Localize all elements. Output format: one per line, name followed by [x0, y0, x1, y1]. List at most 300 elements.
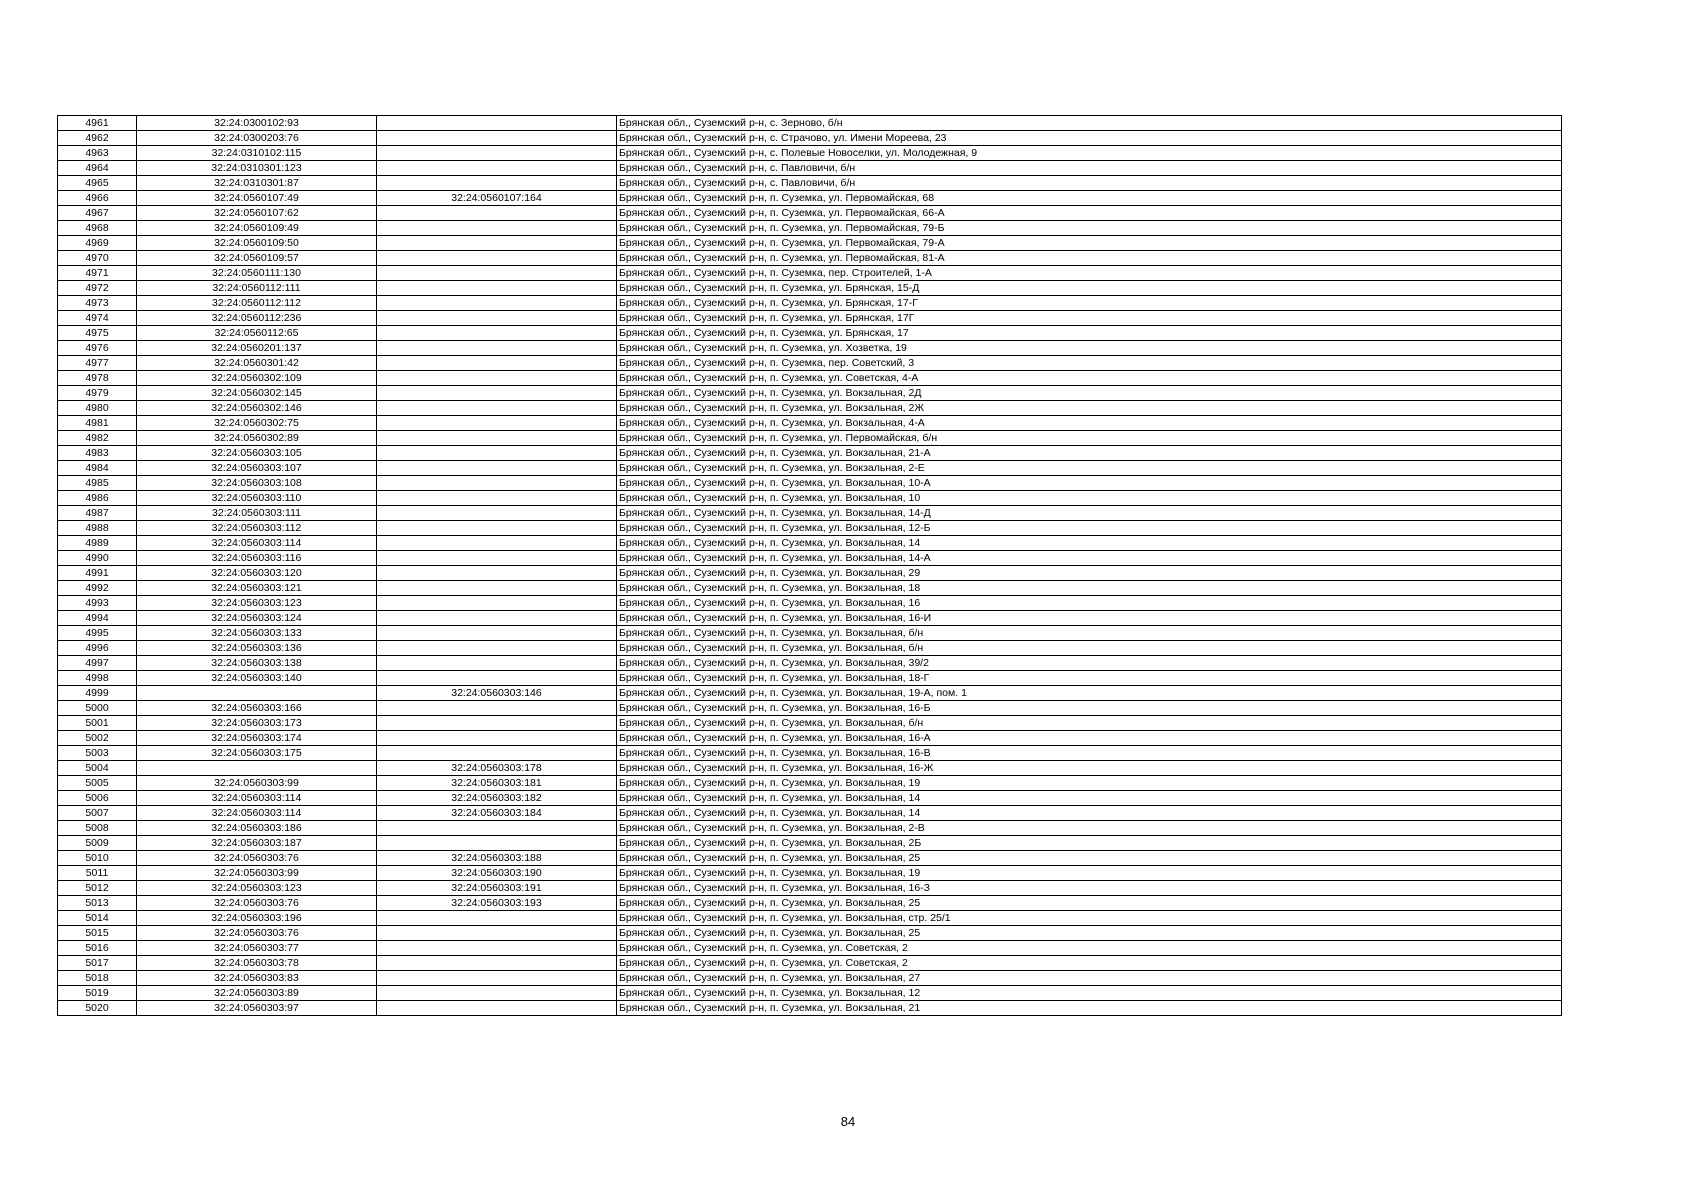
object-number-cell: 32:24:0560303:178 [377, 761, 617, 776]
object-number-cell [377, 206, 617, 221]
table-row [58, 506, 1562, 521]
row-number-cell: 5001 [58, 716, 137, 731]
address-cell: Брянская обл., Суземский р-н, п. Суземка, ул. Первомайская, 81-А [617, 251, 1562, 266]
row-number-cell: 4996 [58, 641, 137, 656]
table-row [58, 386, 1562, 401]
cadastral-number-cell: 32:24:0560303:77 [137, 941, 377, 956]
cadastral-number-cell: 32:24:0560303:120 [137, 566, 377, 581]
table-row [58, 686, 1562, 701]
cadastral-number-cell: 32:24:0560302:109 [137, 371, 377, 386]
row-number-cell: 5005 [58, 776, 137, 791]
table-row [58, 521, 1562, 536]
object-number-cell [377, 971, 617, 986]
object-number-cell: 32:24:0560303:193 [377, 896, 617, 911]
row-number-cell: 4975 [58, 326, 137, 341]
table-row [58, 971, 1562, 986]
row-number-cell: 4985 [58, 476, 137, 491]
object-number-cell [377, 446, 617, 461]
object-number-cell [377, 701, 617, 716]
address-cell: Брянская обл., Суземский р-н, п. Суземка, ул. Вокзальная, 14-А [617, 551, 1562, 566]
object-number-cell [377, 671, 617, 686]
address-cell: Брянская обл., Суземский р-н, п. Суземка, ул. Вокзальная, 2-Е [617, 461, 1562, 476]
address-cell: Брянская обл., Суземский р-н, п. Суземка, ул. Вокзальная, 12-Б [617, 521, 1562, 536]
cadastral-number-cell: 32:24:0560111:130 [137, 266, 377, 281]
row-number-cell: 4995 [58, 626, 137, 641]
address-cell: Брянская обл., Суземский р-н, п. Суземка, ул. Вокзальная, 10-А [617, 476, 1562, 491]
cadastral-number-cell: 32:24:0560303:110 [137, 491, 377, 506]
table-row [58, 881, 1562, 896]
table-row [58, 746, 1562, 761]
object-number-cell [377, 941, 617, 956]
table-row [58, 161, 1562, 176]
address-cell: Брянская обл., Суземский р-н, п. Суземка, ул. Вокзальная, 39/2 [617, 656, 1562, 671]
object-number-cell: 32:24:0560303:190 [377, 866, 617, 881]
row-number-cell: 4962 [58, 131, 137, 146]
address-cell: Брянская обл., Суземский р-н, п. Суземка, ул. Вокзальная, 16-А [617, 731, 1562, 746]
table-row [58, 251, 1562, 266]
address-cell: Брянская обл., Суземский р-н, п. Суземка, ул. Первомайская, б/н [617, 431, 1562, 446]
object-number-cell [377, 611, 617, 626]
cadastral-number-cell: 32:24:0560303:140 [137, 671, 377, 686]
table-row [58, 131, 1562, 146]
object-number-cell [377, 146, 617, 161]
table-row [58, 116, 1562, 131]
address-cell: Брянская обл., Суземский р-н, п. Суземка, ул. Вокзальная, 16-И [617, 611, 1562, 626]
object-number-cell [377, 746, 617, 761]
cadastral-number-cell [137, 686, 377, 701]
row-number-cell: 4999 [58, 686, 137, 701]
row-number-cell: 4981 [58, 416, 137, 431]
table-row [58, 896, 1562, 911]
object-number-cell [377, 1001, 617, 1016]
cadastral-number-cell: 32:24:0310301:87 [137, 176, 377, 191]
object-number-cell [377, 551, 617, 566]
address-cell: Брянская обл., Суземский р-н, п. Суземка, ул. Вокзальная, стр. 25/1 [617, 911, 1562, 926]
cadastral-number-cell: 32:24:0560302:89 [137, 431, 377, 446]
table-row [58, 566, 1562, 581]
address-cell: Брянская обл., Суземский р-н, п. Суземка, ул. Первомайская, 79-Б [617, 221, 1562, 236]
table-row [58, 326, 1562, 341]
address-cell: Брянская обл., Суземский р-н, п. Суземка, ул. Вокзальная, б/н [617, 626, 1562, 641]
table-row [58, 596, 1562, 611]
table-row [58, 266, 1562, 281]
row-number-cell: 4967 [58, 206, 137, 221]
object-number-cell [377, 476, 617, 491]
object-number-cell [377, 266, 617, 281]
table-row [58, 761, 1562, 776]
cadastral-number-cell: 32:24:0560302:145 [137, 386, 377, 401]
row-number-cell: 4991 [58, 566, 137, 581]
cadastral-number-cell: 32:24:0560303:107 [137, 461, 377, 476]
table-row [58, 551, 1562, 566]
address-cell: Брянская обл., Суземский р-н, п. Суземка, ул. Вокзальная, 29 [617, 566, 1562, 581]
address-cell: Брянская обл., Суземский р-н, п. Суземка, ул. Вокзальная, 16-З [617, 881, 1562, 896]
address-cell: Брянская обл., Суземский р-н, п. Суземка, ул. Брянская, 17-Г [617, 296, 1562, 311]
table-row [58, 701, 1562, 716]
address-cell: Брянская обл., Суземский р-н, п. Суземка, ул. Вокзальная, 12 [617, 986, 1562, 1001]
object-number-cell [377, 641, 617, 656]
object-number-cell: 32:24:0560107:164 [377, 191, 617, 206]
row-number-cell: 4973 [58, 296, 137, 311]
object-number-cell [377, 281, 617, 296]
table-row [58, 401, 1562, 416]
row-number-cell: 4987 [58, 506, 137, 521]
object-number-cell [377, 221, 617, 236]
cadastral-number-cell: 32:24:0560109:49 [137, 221, 377, 236]
table-row [58, 146, 1562, 161]
address-cell: Брянская обл., Суземский р-н, с. Полевые Новоселки, ул. Молодежная, 9 [617, 146, 1562, 161]
row-number-cell: 5011 [58, 866, 137, 881]
row-number-cell: 4980 [58, 401, 137, 416]
cadastral-number-cell: 32:24:0560303:108 [137, 476, 377, 491]
row-number-cell: 5000 [58, 701, 137, 716]
table-row [58, 1001, 1562, 1016]
row-number-cell: 4997 [58, 656, 137, 671]
table-row [58, 206, 1562, 221]
table-row [58, 656, 1562, 671]
cadastral-number-cell: 32:24:0560112:236 [137, 311, 377, 326]
table-row [58, 341, 1562, 356]
table-row [58, 236, 1562, 251]
row-number-cell: 5019 [58, 986, 137, 1001]
cadastral-number-cell: 32:24:0560303:123 [137, 596, 377, 611]
row-number-cell: 4968 [58, 221, 137, 236]
cadastral-number-cell: 32:24:0560303:105 [137, 446, 377, 461]
cadastral-number-cell: 32:24:0560303:76 [137, 896, 377, 911]
object-number-cell [377, 386, 617, 401]
object-number-cell: 32:24:0560303:181 [377, 776, 617, 791]
address-cell: Брянская обл., Суземский р-н, п. Суземка, ул. Первомайская, 79-А [617, 236, 1562, 251]
address-cell: Брянская обл., Суземский р-н, п. Суземка, ул. Вокзальная, 25 [617, 896, 1562, 911]
row-number-cell: 5020 [58, 1001, 137, 1016]
table-row [58, 191, 1562, 206]
object-number-cell [377, 461, 617, 476]
cadastral-number-cell: 32:24:0560303:99 [137, 866, 377, 881]
address-cell: Брянская обл., Суземский р-н, п. Суземка, ул. Советская, 4-А [617, 371, 1562, 386]
row-number-cell: 4974 [58, 311, 137, 326]
row-number-cell: 5009 [58, 836, 137, 851]
cadastral-number-cell: 32:24:0560303:136 [137, 641, 377, 656]
cadastral-number-cell: 32:24:0560303:196 [137, 911, 377, 926]
row-number-cell: 4966 [58, 191, 137, 206]
address-cell: Брянская обл., Суземский р-н, с. Павловичи, б/н [617, 161, 1562, 176]
row-number-cell: 4969 [58, 236, 137, 251]
row-number-cell: 4978 [58, 371, 137, 386]
cadastral-number-cell [137, 761, 377, 776]
object-number-cell [377, 296, 617, 311]
table-row [58, 716, 1562, 731]
cadastral-number-cell: 32:24:0560303:76 [137, 926, 377, 941]
address-cell: Брянская обл., Суземский р-н, п. Суземка, ул. Вокзальная, 2Б [617, 836, 1562, 851]
object-number-cell: 32:24:0560303:184 [377, 806, 617, 821]
address-cell: Брянская обл., Суземский р-н, п. Суземка, ул. Вокзальная, 19 [617, 776, 1562, 791]
table-row [58, 836, 1562, 851]
row-number-cell: 5007 [58, 806, 137, 821]
row-number-cell: 4983 [58, 446, 137, 461]
cadastral-number-cell: 32:24:0300102:93 [137, 116, 377, 131]
cadastral-number-cell: 32:24:0560302:146 [137, 401, 377, 416]
row-number-cell: 5008 [58, 821, 137, 836]
cadastral-number-cell: 32:24:0560303:83 [137, 971, 377, 986]
cadastral-number-cell: 32:24:0560301:42 [137, 356, 377, 371]
address-cell: Брянская обл., Суземский р-н, п. Суземка, ул. Вокзальная, 19-А, пом. 1 [617, 686, 1562, 701]
cadastral-number-cell: 32:24:0560303:97 [137, 1001, 377, 1016]
object-number-cell [377, 356, 617, 371]
cadastral-number-cell: 32:24:0560303:99 [137, 776, 377, 791]
address-cell: Брянская обл., Суземский р-н, п. Суземка, ул. Вокзальная, 19 [617, 866, 1562, 881]
row-number-cell: 4988 [58, 521, 137, 536]
cadastral-number-cell: 32:24:0560303:173 [137, 716, 377, 731]
row-number-cell: 4961 [58, 116, 137, 131]
object-number-cell [377, 491, 617, 506]
table-body [58, 116, 1562, 1016]
table-row [58, 416, 1562, 431]
cadastral-number-cell: 32:24:0560303:187 [137, 836, 377, 851]
address-cell: Брянская обл., Суземский р-н, п. Суземка, ул. Вокзальная, 14-Д [617, 506, 1562, 521]
address-cell: Брянская обл., Суземский р-н, п. Суземка, ул. Вокзальная, 16 [617, 596, 1562, 611]
object-number-cell [377, 251, 617, 266]
address-cell: Брянская обл., Суземский р-н, с. Страчово, ул. Имени Мореева, 23 [617, 131, 1562, 146]
cadastral-number-cell: 32:24:0560112:65 [137, 326, 377, 341]
address-cell: Брянская обл., Суземский р-н, п. Суземка, ул. Советская, 2 [617, 956, 1562, 971]
object-number-cell [377, 716, 617, 731]
row-number-cell: 4963 [58, 146, 137, 161]
cadastral-number-cell: 32:24:0560107:49 [137, 191, 377, 206]
cadastral-number-cell: 32:24:0560303:138 [137, 656, 377, 671]
address-cell: Брянская обл., Суземский р-н, п. Суземка, пер. Строителей, 1-А [617, 266, 1562, 281]
address-cell: Брянская обл., Суземский р-н, п. Суземка, ул. Хозветка, 19 [617, 341, 1562, 356]
object-number-cell [377, 626, 617, 641]
object-number-cell: 32:24:0560303:146 [377, 686, 617, 701]
address-cell: Брянская обл., Суземский р-н, п. Суземка, ул. Советская, 2 [617, 941, 1562, 956]
address-cell: Брянская обл., Суземский р-н, п. Суземка, ул. Вокзальная, 2Ж [617, 401, 1562, 416]
object-number-cell [377, 836, 617, 851]
object-number-cell [377, 731, 617, 746]
row-number-cell: 5006 [58, 791, 137, 806]
address-cell: Брянская обл., Суземский р-н, п. Суземка, ул. Вокзальная, 16-В [617, 746, 1562, 761]
table-row [58, 956, 1562, 971]
object-number-cell [377, 596, 617, 611]
cadastral-number-cell: 32:24:0560303:116 [137, 551, 377, 566]
object-number-cell [377, 161, 617, 176]
row-number-cell: 5002 [58, 731, 137, 746]
object-number-cell [377, 371, 617, 386]
table-row [58, 626, 1562, 641]
table-row [58, 536, 1562, 551]
cadastral-number-cell: 32:24:0560303:76 [137, 851, 377, 866]
row-number-cell: 5018 [58, 971, 137, 986]
object-number-cell [377, 416, 617, 431]
cadastral-number-cell: 32:24:0560109:57 [137, 251, 377, 266]
row-number-cell: 5017 [58, 956, 137, 971]
address-cell: Брянская обл., Суземский р-н, п. Суземка, ул. Вокзальная, 14 [617, 806, 1562, 821]
cadastral-number-cell: 32:24:0560303:133 [137, 626, 377, 641]
object-number-cell [377, 236, 617, 251]
object-number-cell [377, 926, 617, 941]
address-cell: Брянская обл., Суземский р-н, п. Суземка, ул. Вокзальная, 10 [617, 491, 1562, 506]
address-cell: Брянская обл., Суземский р-н, п. Суземка, ул. Брянская, 17 [617, 326, 1562, 341]
object-number-cell [377, 326, 617, 341]
table-row [58, 476, 1562, 491]
address-cell: Брянская обл., Суземский р-н, п. Суземка, ул. Вокзальная, 18-Г [617, 671, 1562, 686]
table-row [58, 491, 1562, 506]
table-row [58, 221, 1562, 236]
cadastral-number-cell: 32:24:0300203:76 [137, 131, 377, 146]
row-number-cell: 5013 [58, 896, 137, 911]
address-cell: Брянская обл., Суземский р-н, п. Суземка, ул. Вокзальная, 27 [617, 971, 1562, 986]
cadastral-number-cell: 32:24:0560303:121 [137, 581, 377, 596]
object-number-cell [377, 521, 617, 536]
object-number-cell [377, 536, 617, 551]
row-number-cell: 4993 [58, 596, 137, 611]
row-number-cell: 4970 [58, 251, 137, 266]
address-cell: Брянская обл., Суземский р-н, п. Суземка, ул. Первомайская, 66-А [617, 206, 1562, 221]
row-number-cell: 4972 [58, 281, 137, 296]
cadastral-number-cell: 32:24:0560107:62 [137, 206, 377, 221]
row-number-cell: 4984 [58, 461, 137, 476]
table-row [58, 821, 1562, 836]
cadastral-number-cell: 32:24:0560303:175 [137, 746, 377, 761]
address-cell: Брянская обл., Суземский р-н, п. Суземка, ул. Вокзальная, 25 [617, 851, 1562, 866]
row-number-cell: 5014 [58, 911, 137, 926]
address-cell: Брянская обл., Суземский р-н, п. Суземка, ул. Вокзальная, б/н [617, 716, 1562, 731]
address-cell: Брянская обл., Суземский р-н, п. Суземка, ул. Вокзальная, б/н [617, 641, 1562, 656]
address-cell: Брянская обл., Суземский р-н, п. Суземка, пер. Советский, 3 [617, 356, 1562, 371]
cadastral-number-cell: 32:24:0560303:174 [137, 731, 377, 746]
object-number-cell [377, 401, 617, 416]
object-number-cell [377, 566, 617, 581]
cadastral-number-cell: 32:24:0310301:123 [137, 161, 377, 176]
cadastral-number-cell: 32:24:0560303:89 [137, 986, 377, 1001]
object-number-cell [377, 656, 617, 671]
row-number-cell: 4998 [58, 671, 137, 686]
address-cell: Брянская обл., Суземский р-н, с. Зерново, б/н [617, 116, 1562, 131]
object-number-cell: 32:24:0560303:182 [377, 791, 617, 806]
cadastral-number-cell: 32:24:0560303:186 [137, 821, 377, 836]
table-row [58, 296, 1562, 311]
row-number-cell: 4986 [58, 491, 137, 506]
property-table [57, 115, 1562, 1016]
cadastral-number-cell: 32:24:0560303:124 [137, 611, 377, 626]
object-number-cell [377, 176, 617, 191]
row-number-cell: 5016 [58, 941, 137, 956]
object-number-cell [377, 431, 617, 446]
address-cell: Брянская обл., Суземский р-н, п. Суземка, ул. Вокзальная, 2Д [617, 386, 1562, 401]
cadastral-number-cell: 32:24:0560112:112 [137, 296, 377, 311]
table-row [58, 356, 1562, 371]
object-number-cell [377, 131, 617, 146]
table-row [58, 581, 1562, 596]
address-cell: Брянская обл., Суземский р-н, с. Павловичи, б/н [617, 176, 1562, 191]
table-row [58, 791, 1562, 806]
row-number-cell: 4965 [58, 176, 137, 191]
row-number-cell: 4979 [58, 386, 137, 401]
table-row [58, 926, 1562, 941]
table-row [58, 281, 1562, 296]
cadastral-number-cell: 32:24:0560302:75 [137, 416, 377, 431]
table-row [58, 776, 1562, 791]
row-number-cell: 5004 [58, 761, 137, 776]
object-number-cell [377, 821, 617, 836]
table-row [58, 371, 1562, 386]
table-row [58, 611, 1562, 626]
address-cell: Брянская обл., Суземский р-н, п. Суземка, ул. Первомайская, 68 [617, 191, 1562, 206]
table-row [58, 446, 1562, 461]
address-cell: Брянская обл., Суземский р-н, п. Суземка, ул. Вокзальная, 14 [617, 536, 1562, 551]
object-number-cell [377, 956, 617, 971]
cadastral-number-cell: 32:24:0560201:137 [137, 341, 377, 356]
cadastral-number-cell: 32:24:0560109:50 [137, 236, 377, 251]
table-row [58, 866, 1562, 881]
row-number-cell: 5003 [58, 746, 137, 761]
address-cell: Брянская обл., Суземский р-н, п. Суземка, ул. Вокзальная, 21-А [617, 446, 1562, 461]
row-number-cell: 4971 [58, 266, 137, 281]
object-number-cell [377, 341, 617, 356]
address-cell: Брянская обл., Суземский р-н, п. Суземка, ул. Вокзальная, 14 [617, 791, 1562, 806]
table-row [58, 641, 1562, 656]
cadastral-number-cell: 32:24:0560303:166 [137, 701, 377, 716]
object-number-cell [377, 986, 617, 1001]
row-number-cell: 5010 [58, 851, 137, 866]
row-number-cell: 4990 [58, 551, 137, 566]
table-row [58, 431, 1562, 446]
address-cell: Брянская обл., Суземский р-н, п. Суземка, ул. Вокзальная, 16-Ж [617, 761, 1562, 776]
address-cell: Брянская обл., Суземский р-н, п. Суземка, ул. Вокзальная, 18 [617, 581, 1562, 596]
table-row [58, 911, 1562, 926]
cadastral-number-cell: 32:24:0560303:114 [137, 791, 377, 806]
row-number-cell: 4992 [58, 581, 137, 596]
address-cell: Брянская обл., Суземский р-н, п. Суземка, ул. Брянская, 17Г [617, 311, 1562, 326]
object-number-cell [377, 116, 617, 131]
object-number-cell [377, 911, 617, 926]
page-number: 84 [840, 1114, 856, 1129]
row-number-cell: 4977 [58, 356, 137, 371]
object-number-cell [377, 506, 617, 521]
cadastral-number-cell: 32:24:0560303:123 [137, 881, 377, 896]
row-number-cell: 4982 [58, 431, 137, 446]
table-row [58, 461, 1562, 476]
address-cell: Брянская обл., Суземский р-н, п. Суземка, ул. Вокзальная, 21 [617, 1001, 1562, 1016]
address-cell: Брянская обл., Суземский р-н, п. Суземка, ул. Вокзальная, 16-Б [617, 701, 1562, 716]
object-number-cell: 32:24:0560303:191 [377, 881, 617, 896]
cadastral-number-cell: 32:24:0560303:78 [137, 956, 377, 971]
cadastral-number-cell: 32:24:0560303:114 [137, 536, 377, 551]
table-row [58, 986, 1562, 1001]
cadastral-number-cell: 32:24:0560303:111 [137, 506, 377, 521]
table-row [58, 311, 1562, 326]
row-number-cell: 4989 [58, 536, 137, 551]
row-number-cell: 5015 [58, 926, 137, 941]
table-row [58, 176, 1562, 191]
address-cell: Брянская обл., Суземский р-н, п. Суземка, ул. Вокзальная, 4-А [617, 416, 1562, 431]
cadastral-number-cell: 32:24:0560303:114 [137, 806, 377, 821]
cadastral-number-cell: 32:24:0560303:112 [137, 521, 377, 536]
row-number-cell: 4994 [58, 611, 137, 626]
table-row [58, 731, 1562, 746]
object-number-cell [377, 581, 617, 596]
table-row [58, 941, 1562, 956]
table-row [58, 851, 1562, 866]
row-number-cell: 5012 [58, 881, 137, 896]
cadastral-number-cell: 32:24:0560112:111 [137, 281, 377, 296]
table-row [58, 671, 1562, 686]
row-number-cell: 4964 [58, 161, 137, 176]
object-number-cell: 32:24:0560303:188 [377, 851, 617, 866]
address-cell: Брянская обл., Суземский р-н, п. Суземка, ул. Вокзальная, 2-В [617, 821, 1562, 836]
address-cell: Брянская обл., Суземский р-н, п. Суземка, ул. Брянская, 15-Д [617, 281, 1562, 296]
row-number-cell: 4976 [58, 341, 137, 356]
cadastral-number-cell: 32:24:0310102:115 [137, 146, 377, 161]
